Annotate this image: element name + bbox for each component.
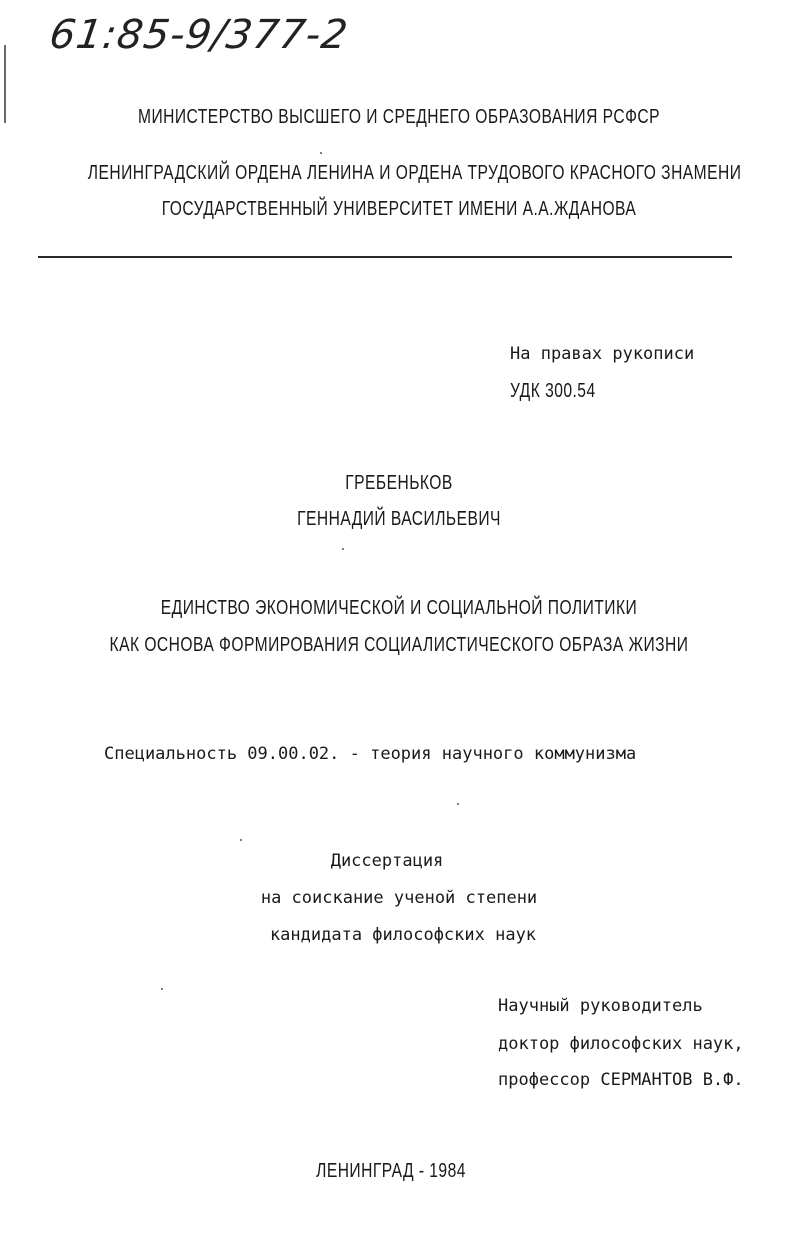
degree-line1: Диссертация [330, 851, 444, 871]
supervisor-name: профессор СЕРМАНТОВ В.Ф. [498, 1070, 744, 1090]
scan-margin-mark [4, 45, 6, 123]
university-heading-line2: ГОСУДАРСТВЕННЫЙ УНИВЕРСИТЕТ ИМЕНИ А.А.ЖДАНОВА [161, 198, 637, 220]
scan-speck [342, 548, 344, 550]
author-surname: ГРЕБЕНЬКОВ [345, 472, 453, 494]
manuscript-rights: На правах рукописи [510, 344, 695, 364]
author-name: ГЕННАДИЙ ВАСИЛЬЕВИЧ [297, 508, 501, 530]
handwritten-archive-code: 61:85-9/377-2 [46, 12, 352, 58]
scan-speck [240, 839, 242, 841]
place-and-year: ЛЕНИНГРАД - 1984 [316, 1160, 466, 1182]
header-divider [38, 256, 732, 258]
supervisor-degree: доктор философских наук, [498, 1034, 744, 1054]
university-heading-line1: ЛЕНИНГРАДСКИЙ ОРДЕНА ЛЕНИНА И ОРДЕНА ТРУДОВОГО КРАСНОГО ЗНАМЕНИ [87, 162, 742, 184]
ministry-heading: МИНИСТЕРСТВО ВЫСШЕГО И СРЕДНЕГО ОБРАЗОВАНИЯ РСФСР [137, 106, 661, 128]
scan-speck [457, 803, 459, 805]
supervisor-role: Научный руководитель [498, 996, 703, 1016]
degree-line3: кандидата философских наук [269, 925, 537, 945]
dissertation-title-line1: ЕДИНСТВО ЭКОНОМИЧЕСКОЙ И СОЦИАЛЬНОЙ ПОЛИТИКИ [160, 597, 638, 619]
udc-code: УДК 300.54 [510, 380, 596, 402]
specialty-line: Специальность 09.00.02. - теория научного коммунизма [104, 744, 637, 764]
scan-speck [161, 988, 163, 990]
scan-speck [320, 152, 322, 154]
degree-line2: на соискание ученой степени [260, 888, 538, 908]
dissertation-title-line2: КАК ОСНОВА ФОРМИРОВАНИЯ СОЦИАЛИСТИЧЕСКОГО ОБРАЗА ЖИЗНИ [109, 634, 689, 656]
